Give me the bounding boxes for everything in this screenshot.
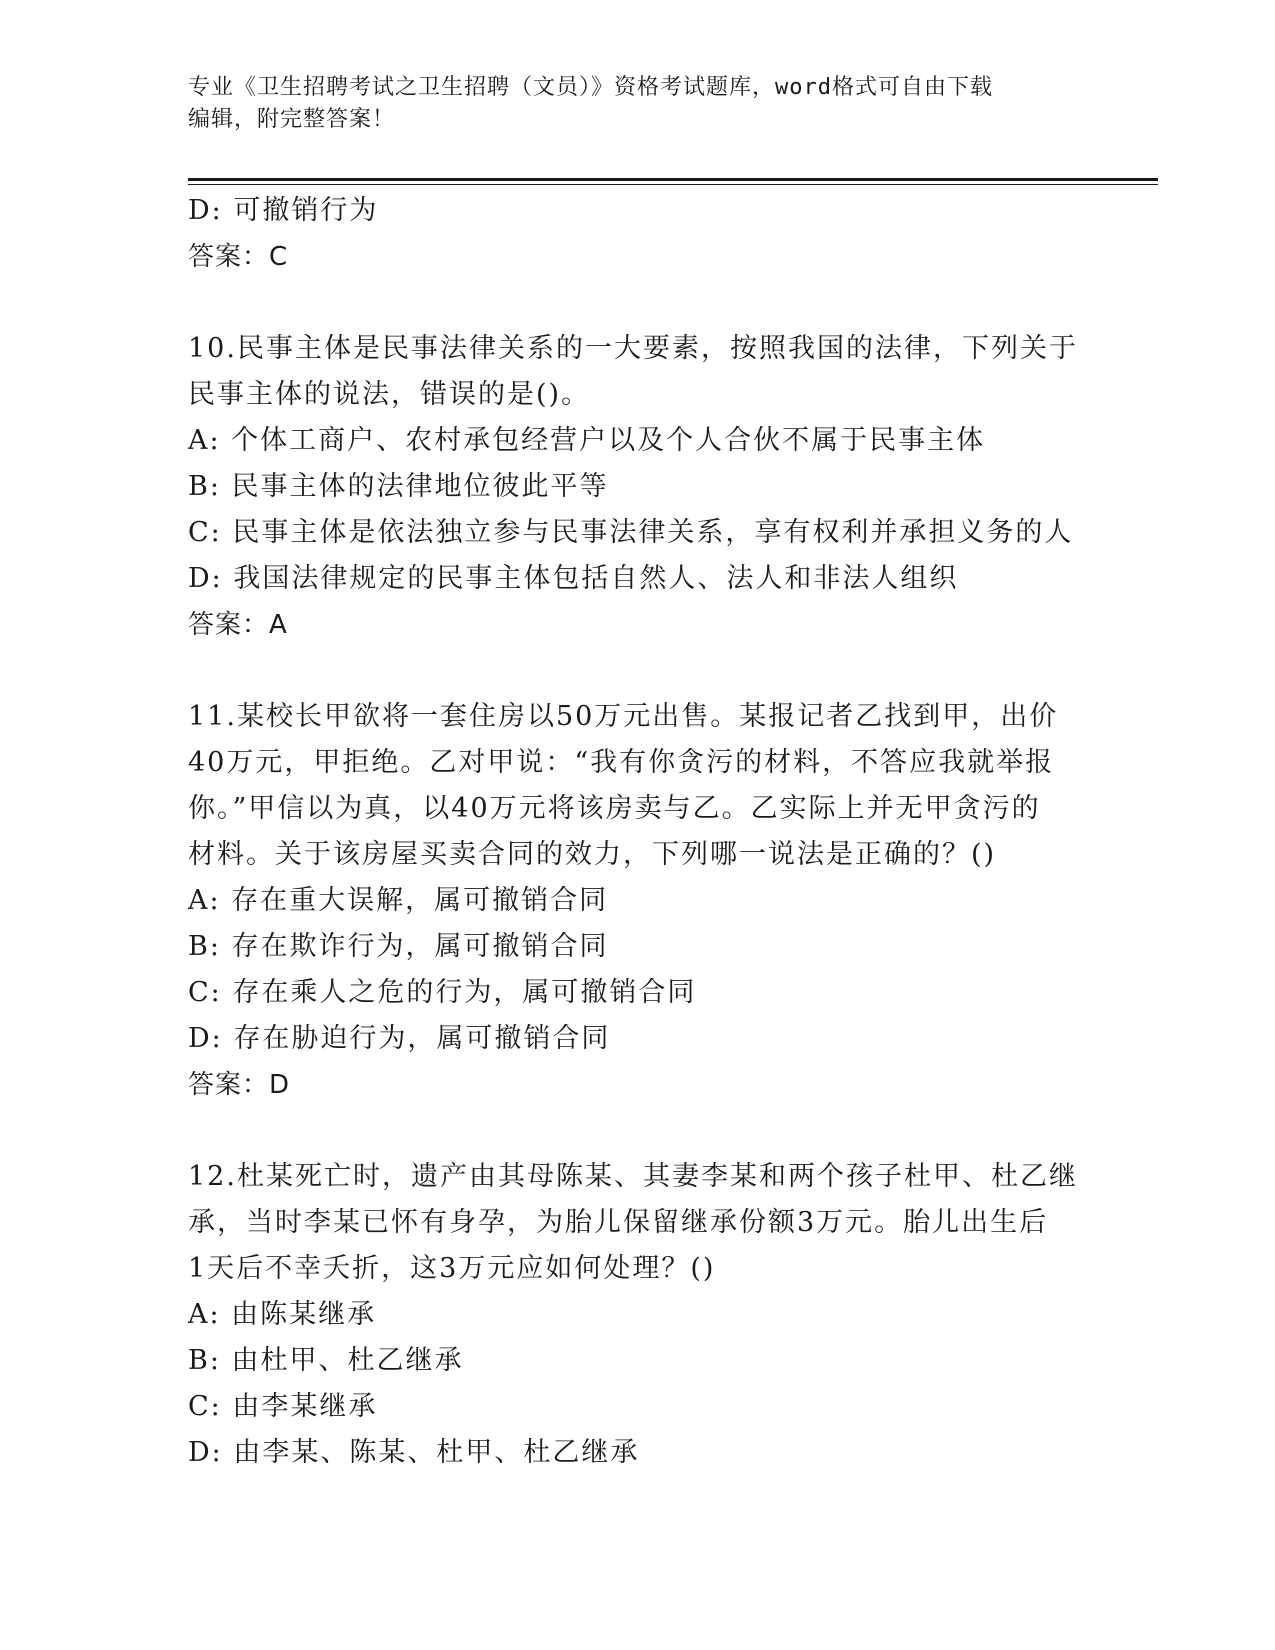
question-text-line: 1天后不幸夭折，这3万元应如何处理？(): [188, 1253, 716, 1284]
option-b: B: 民事主体的法律地位彼此平等: [188, 471, 609, 502]
question-10: [188, 326, 1168, 648]
question-text-line: 民事主体的说法，错误的是()。: [188, 379, 591, 410]
question-11: [188, 694, 1168, 1108]
question-text-line: 你。”甲信以为真，以40万元将该房卖与乙。乙实际上并无甲贪污的: [188, 793, 1041, 824]
question-text-line: 承，当时李某已怀有身孕，为胎儿保留继承份额3万元。胎儿出生后: [188, 1207, 1049, 1238]
option-a: A: 由陈某继承: [188, 1299, 377, 1330]
option-a: A: 个体工商户、农村承包经营户以及个人合伙不属于民事主体: [188, 425, 986, 456]
option-d: D: 存在胁迫行为，属可撤销合同: [188, 1023, 611, 1054]
option-d: D: 可撤销行为: [188, 195, 379, 226]
spacer: [188, 648, 1168, 694]
document-body: [188, 188, 1168, 1476]
header-divider-thin: [188, 184, 1158, 185]
option-d: D: 由李某、陈某、杜甲、杜乙继承: [188, 1437, 640, 1468]
option-c: C: 存在乘人之危的行为，属可撤销合同: [188, 977, 697, 1008]
option-d: D: 我国法律规定的民事主体包括自然人、法人和非法人组织: [188, 563, 959, 594]
option-c: C: 由李某继承: [188, 1391, 378, 1422]
question-text-line: 10.民事主体是民事法律关系的一大要素，按照我国的法律，下列关于: [188, 333, 1078, 364]
question-text-line: 11.某校长甲欲将一套住房以50万元出售。某报记者乙找到甲，出价: [188, 701, 1059, 732]
header-divider-thick: [188, 178, 1158, 181]
question-text-line: 40万元，甲拒绝。乙对甲说：“我有你贪污的材料，不答应我就举报: [188, 747, 1055, 778]
answer-line: 答案：C: [188, 242, 289, 272]
previous-question-tail: [188, 188, 1168, 280]
document-header: [188, 72, 1088, 136]
header-line-1: 专业《卫生招聘考试之卫生招聘（文员）》资格考试题库，word格式可自由下载: [188, 75, 993, 100]
answer-line: 答案：D: [188, 1070, 291, 1100]
option-b: B: 由杜甲、杜乙继承: [188, 1345, 464, 1376]
question-12: [188, 1154, 1168, 1476]
spacer: [188, 280, 1168, 326]
question-text-line: 材料。关于该房屋买卖合同的效力，下列哪一说法是正确的？(): [188, 839, 997, 870]
option-a: A: 存在重大误解，属可撤销合同: [188, 885, 609, 916]
answer-line: 答案：A: [188, 610, 288, 640]
spacer: [188, 1108, 1168, 1154]
option-c: C: 民事主体是依法独立参与民事法律关系，享有权利并承担义务的人: [188, 517, 1074, 548]
question-text-line: 12.杜某死亡时，遗产由其母陈某、其妻李某和两个孩子杜甲、杜乙继: [188, 1161, 1078, 1192]
option-b: B: 存在欺诈行为，属可撤销合同: [188, 931, 609, 962]
header-line-2: 编辑，附完整答案！: [188, 107, 396, 132]
